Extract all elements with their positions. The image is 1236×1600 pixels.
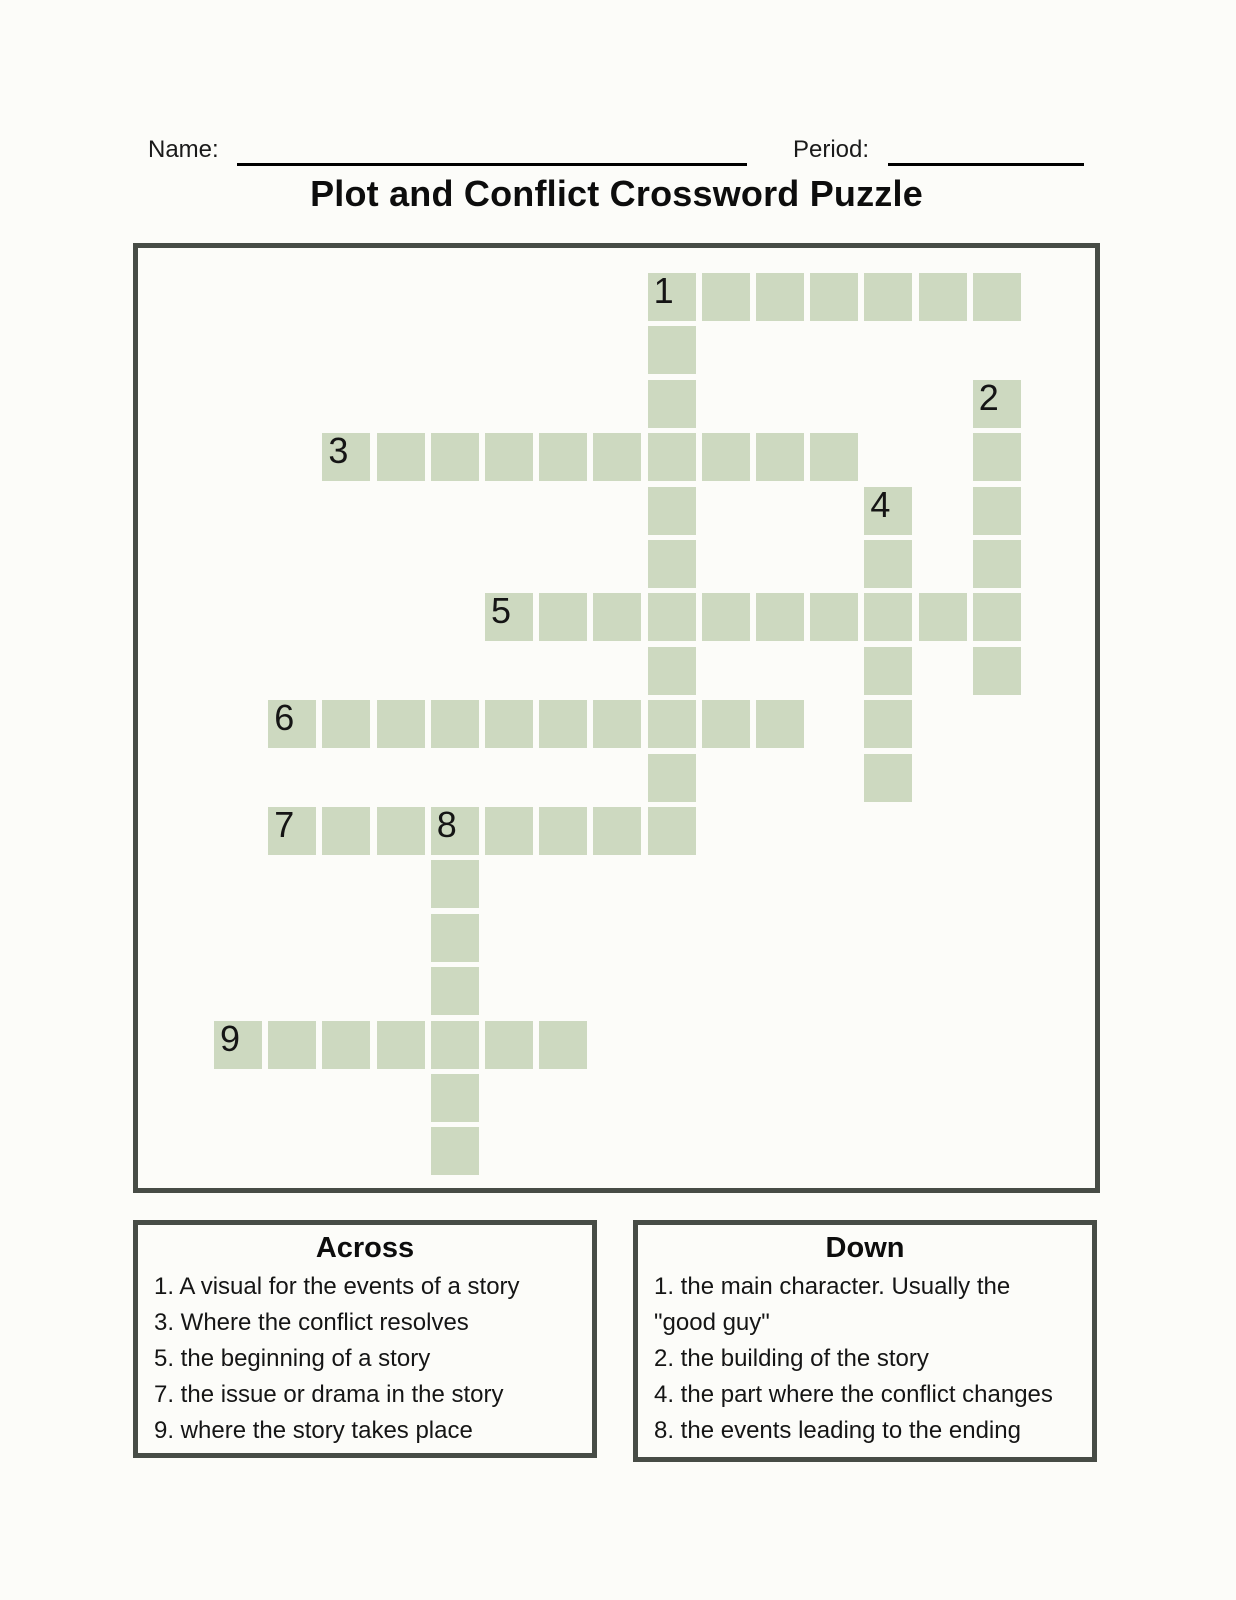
grid-cell[interactable] (485, 433, 533, 481)
clue-number: 8 (436, 804, 457, 845)
grid-cell[interactable] (864, 647, 912, 695)
grid-cell[interactable] (268, 804, 316, 855)
name-write-line[interactable] (237, 163, 747, 166)
grid-cell[interactable] (322, 1021, 370, 1069)
grid-cell[interactable] (593, 593, 641, 641)
clue-line: 4. the part where the conflict changes (654, 1381, 1053, 1408)
clue-line: 9. where the story takes place (154, 1417, 473, 1444)
grid-cell[interactable] (702, 593, 750, 641)
grid-cell[interactable] (539, 433, 587, 481)
down-clue-list (638, 1269, 1092, 1449)
grid-cell[interactable] (431, 914, 479, 962)
grid-cell[interactable] (973, 273, 1021, 321)
grid-cell[interactable] (593, 807, 641, 855)
grid-cell[interactable] (431, 967, 479, 1015)
grid-cell[interactable] (810, 593, 858, 641)
clue-number: 9 (220, 1017, 241, 1059)
grid-cell[interactable] (702, 273, 750, 321)
crossword-grid (138, 248, 1095, 1188)
grid-cell[interactable] (810, 273, 858, 321)
clue-line: 1. the main character. Usually the (654, 1273, 1011, 1300)
name-label: Name: (148, 136, 219, 163)
grid-cell[interactable] (539, 1021, 587, 1069)
grid-cell[interactable] (648, 647, 696, 695)
clue-number: 4 (870, 483, 891, 525)
clue-line: 8. the events leading to the ending (654, 1417, 1021, 1444)
grid-cell[interactable] (648, 700, 696, 748)
grid-cell[interactable] (322, 430, 370, 481)
grid-cell[interactable] (431, 433, 479, 481)
clue-line: "good guy" (654, 1309, 770, 1336)
grid-cell[interactable] (377, 433, 425, 481)
clue-line: 3. Where the conflict resolves (154, 1309, 469, 1336)
grid-cell[interactable] (377, 700, 425, 748)
grid-cell[interactable] (973, 540, 1021, 588)
grid-cell[interactable] (864, 593, 912, 641)
across-heading: Across (315, 1232, 415, 1264)
grid-cell[interactable] (648, 540, 696, 588)
grid-cell[interactable] (864, 540, 912, 588)
grid-cell[interactable] (973, 593, 1021, 641)
grid-cell[interactable] (973, 647, 1021, 695)
grid-cell[interactable] (539, 807, 587, 855)
grid-cell[interactable] (702, 700, 750, 748)
down-heading: Down (825, 1232, 905, 1264)
grid-cell[interactable] (864, 273, 912, 321)
grid-cell[interactable] (268, 1021, 316, 1069)
grid-cell[interactable] (431, 1021, 479, 1069)
grid-cell[interactable] (214, 1017, 262, 1069)
down-clue-box (633, 1220, 1097, 1462)
clue-number: 2 (978, 376, 999, 418)
grid-cell[interactable] (810, 433, 858, 481)
grid-cell[interactable] (431, 804, 479, 855)
grid-cell[interactable] (756, 593, 804, 641)
grid-cell[interactable] (919, 273, 967, 321)
clue-number: 3 (328, 430, 349, 472)
grid-cell[interactable] (377, 807, 425, 855)
grid-cell[interactable] (593, 700, 641, 748)
grid-cell[interactable] (648, 380, 696, 428)
grid-cell[interactable] (648, 487, 696, 535)
grid-cell[interactable] (322, 807, 370, 855)
grid-cell[interactable] (973, 376, 1021, 428)
grid-cell[interactable] (593, 433, 641, 481)
grid-cell[interactable] (702, 433, 750, 481)
clue-number: 7 (274, 804, 295, 845)
grid-cell[interactable] (648, 593, 696, 641)
clue-number: 1 (653, 270, 674, 311)
grid-cell[interactable] (648, 754, 696, 802)
grid-cell[interactable] (648, 326, 696, 374)
grid-cell[interactable] (485, 590, 533, 641)
grid-cell[interactable] (756, 273, 804, 321)
across-clue-box (133, 1220, 597, 1458)
grid-cell[interactable] (485, 700, 533, 748)
clue-line: 7. the issue or drama in the story (154, 1381, 504, 1408)
period-label: Period: (793, 136, 870, 163)
grid-cell[interactable] (539, 593, 587, 641)
grid-cell[interactable] (377, 1021, 425, 1069)
grid-cell[interactable] (973, 433, 1021, 481)
title-wrap (133, 170, 1100, 218)
grid-cell[interactable] (431, 1074, 479, 1122)
clue-line: 5. the beginning of a story (154, 1345, 431, 1372)
grid-cell[interactable] (322, 700, 370, 748)
grid-cell[interactable] (756, 700, 804, 748)
period-write-line[interactable] (888, 163, 1084, 166)
page-title: Plot and Conflict Crossword Puzzle (310, 173, 923, 214)
clue-line: 1. A visual for the events of a story (154, 1273, 520, 1300)
grid-cell[interactable] (864, 754, 912, 802)
grid-cell[interactable] (485, 1021, 533, 1069)
grid-cell[interactable] (756, 433, 804, 481)
grid-cell[interactable] (973, 487, 1021, 535)
grid-cell[interactable] (919, 593, 967, 641)
clue-number: 6 (274, 697, 295, 739)
grid-cell[interactable] (268, 697, 316, 748)
grid-cell[interactable] (539, 700, 587, 748)
grid-cell[interactable] (431, 700, 479, 748)
clue-number: 5 (491, 590, 512, 632)
crossword-grid-box (133, 243, 1100, 1193)
grid-cell[interactable] (648, 433, 696, 481)
grid-cell[interactable] (485, 807, 533, 855)
grid-cell[interactable] (864, 483, 912, 535)
clue-line: 2. the building of the story (654, 1345, 929, 1372)
grid-cell[interactable] (648, 807, 696, 855)
across-clue-list (138, 1269, 592, 1449)
grid-cell[interactable] (431, 1127, 479, 1175)
grid-cell[interactable] (431, 860, 479, 908)
grid-cell[interactable] (648, 270, 696, 321)
grid-cell[interactable] (864, 700, 912, 748)
